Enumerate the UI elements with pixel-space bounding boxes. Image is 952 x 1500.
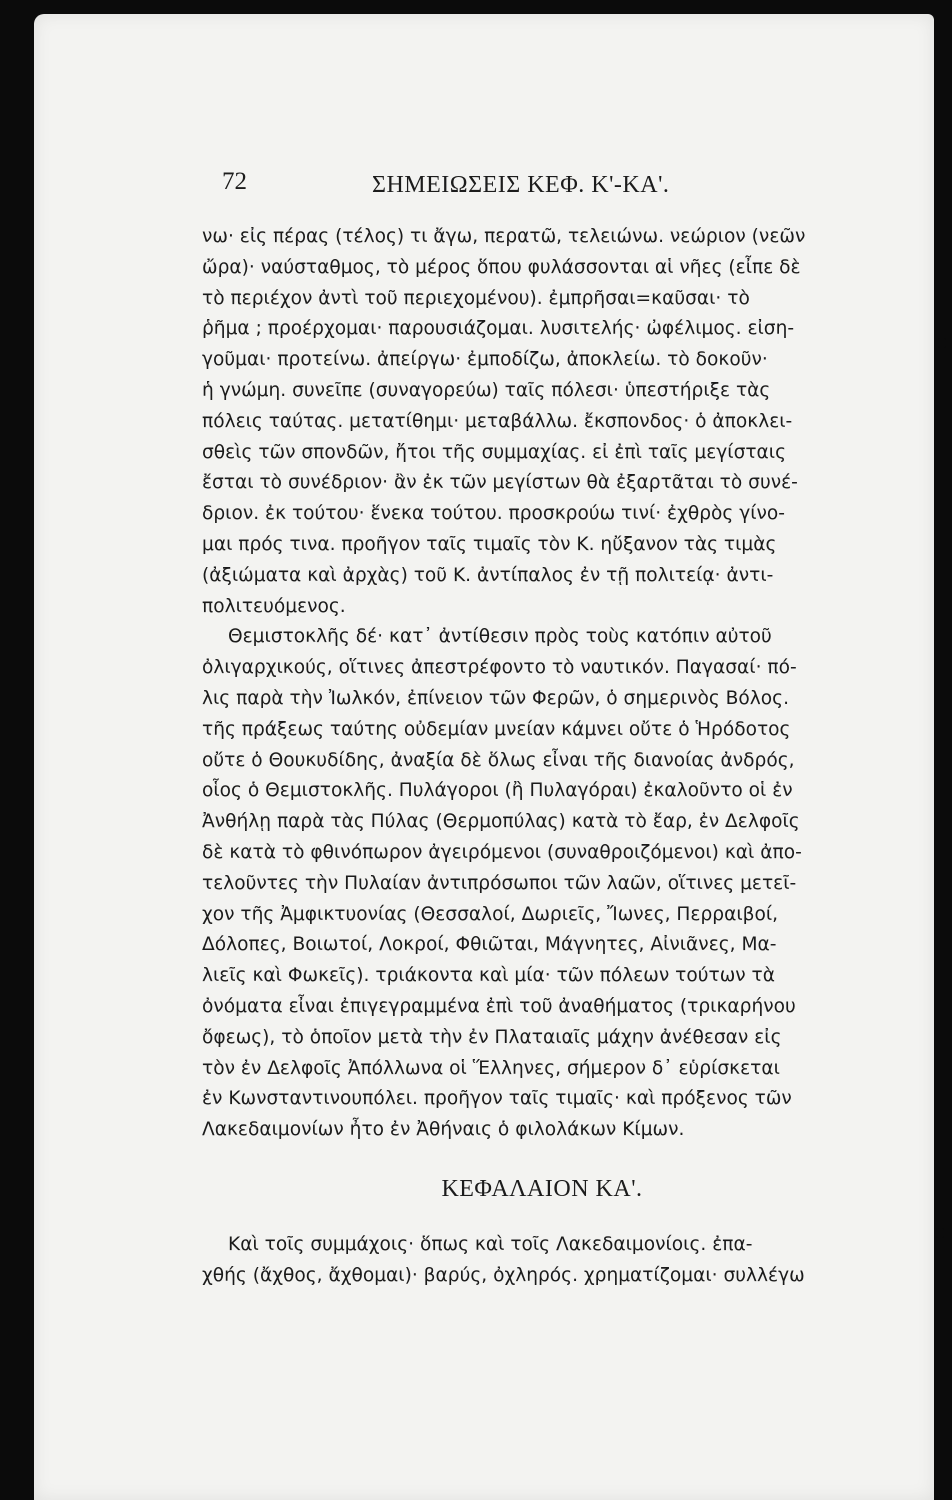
text-line: δὲ κατὰ τὸ φθινόπωρον ἀγειρόμενοι (συναθροιζόμενοι) καὶ ἀπο- xyxy=(202,841,802,863)
text-line: γοῦμαι· προτείνω. ἀπείργω· ἐμποδίζω, ἀποκλείω. τὸ δοκοῦν· xyxy=(202,349,768,371)
text-line: μαι πρός τινα. προῆγον ταῖς τιμαῖς τὸν Κ. ηὔξανον τὰς τιμὰς xyxy=(202,533,777,555)
running-title: ΣΗΜΕΙΩΣΕΙΣ ΚΕΦ. Κ'-ΚΑ'. xyxy=(372,172,670,198)
text-line: χον τῆς Ἀμφικτυονίας (Θεσσαλοί, Δωριεῖς, Ἴωνες, Περραιβοί, xyxy=(202,903,779,925)
text-line: δριον. ἐκ τούτου· ἕνεκα τούτου. προσκρούω τινί· ἐχθρὸς γίνο- xyxy=(202,503,785,525)
text-line: πολιτευόμενος. xyxy=(202,595,346,617)
text-line: Θεμιστοκλῆς δέ· κατ᾽ ἀντίθεσιν πρὸς τοὺς κατόπιν αὐτοῦ xyxy=(228,626,772,648)
text-line: τὸ περιέχον ἀντὶ τοῦ περιεχομένου). ἐμπρῆσαι=καῦσαι· τὸ xyxy=(202,287,750,309)
binding-mark-top xyxy=(938,338,946,348)
text-line: λις παρὰ τὴν Ἰωλκόν, ἐπίνειον τῶν Φερῶν, ὁ σημερινὸς Βόλος. xyxy=(202,687,790,709)
page-number: 72 xyxy=(222,168,247,195)
chapter-title: ΚΕΦΑΛΑΙΟΝ ΚΑ'. xyxy=(441,1176,643,1202)
text-line: ὀνόματα εἶναι ἐπιγεγραμμένα ἐπὶ τοῦ ἀναθήματος (τρικαρήνου xyxy=(202,995,796,1017)
text-line: Καὶ τοῖς συμμάχοις· ὅπως καὶ τοῖς Λακεδαιμονίοις. ἐπα- xyxy=(228,1234,753,1255)
text-line: οἷος ὁ Θεμιστοκλῆς. Πυλάγοροι (ἢ Πυλαγόραι) ἐκαλοῦντο οἱ ἐν xyxy=(202,780,793,802)
text-line: ἐν Κωνσταντινουπόλει. προῆγον ταῖς τιμαῖς· καὶ πρόξενος τῶν xyxy=(202,1088,792,1110)
notes-text xyxy=(202,222,882,1146)
text-line: Ἀνθήλῃ παρὰ τὰς Πύλας (Θερμοπύλας) κατὰ τὸ ἔαρ, ἐν Δελφοῖς xyxy=(202,811,800,833)
text-line: οὔτε ὁ Θουκυδίδης, ἀναξία δὲ ὅλως εἶναι τῆς διανοίας ἀνδρός, xyxy=(202,749,795,771)
text-line: χθής (ἄχθος, ἄχθομαι)· βαρύς, ὀχληρός. χρηματίζομαι· συλλέγω xyxy=(202,1264,805,1286)
text-line: ὀλιγαρχικούς, οἵτινες ἀπεστρέφοντο τὸ ναυτικόν. Παγασαί· πό- xyxy=(202,657,797,679)
chapter-text xyxy=(202,1230,882,1292)
text-line: τῆς πράξεως ταύτης οὐδεμίαν μνείαν κάμνει οὔτε ὁ Ἡρόδοτος xyxy=(202,718,791,740)
text-line: ἔσται τὸ συνέδριον· ἂν ἐκ τῶν μεγίστων θὰ ἐξαρτᾶται τὸ συνέ- xyxy=(202,472,798,494)
text-line: ὄφεως), τὸ ὁποῖον μετὰ τὴν ἐν Πλαταιαῖς μάχην ἀνέθεσαν εἰς xyxy=(202,1026,782,1048)
text-line: τὸν ἐν Δελφοῖς Ἀπόλλωνα οἱ Ἕλληνες, σήμερον δ᾽ εὑρίσκεται xyxy=(202,1057,780,1079)
text-line: ὤρα)· ναύσταθμος, τὸ μέρος ὅπου φυλάσσονται αἱ νῆες (εἶπε δὲ xyxy=(202,256,801,278)
text-line: σθεὶς τῶν σπονδῶν, ἤτοι τῆς συμμαχίας. εἰ ἐπὶ ταῖς μεγίσταις xyxy=(202,441,787,463)
text-line: (ἀξιώματα καὶ ἀρχὰς) τοῦ Κ. ἀντίπαλος ἐν τῇ πολιτείᾳ· ἀντι- xyxy=(202,564,774,586)
text-line: νω· εἰς πέρας (τέλος) τι ἄγω, περατῶ, τελειώνω. νεώριον (νεῶν xyxy=(202,226,806,247)
text-line: ῥῆμα ; προέρχομαι· παρουσιάζομαι. λυσιτελής· ὠφέλιμος. εἰση- xyxy=(202,318,795,340)
text-line: Λακεδαιμονίων ἦτο ἐν Ἀθήναις ὁ φιλολάκων Κίμων. xyxy=(202,1119,685,1141)
text-line: πόλεις ταύτας. μετατίθημι· μεταβάλλω. ἔκσπονδος· ὁ ἀποκλει- xyxy=(202,410,793,432)
text-line: ἡ γνώμη. συνεῖπε (συναγορεύω) ταῖς πόλεσι· ὑπεστήριξε τὰς xyxy=(202,379,771,401)
text-line: τελοῦντες τὴν Πυλαίαν ἀντιπρόσωποι τῶν λαῶν, οἵτινες μετεῖ- xyxy=(202,872,797,894)
text-line: Δόλοπες, Βοιωτοί, Λοκροί, Φθιῶται, Μάγνητες, Αἰνιᾶνες, Μα- xyxy=(202,934,777,956)
page-header xyxy=(222,168,742,204)
binding-mark-bottom xyxy=(936,1228,944,1238)
text-line: λιεῖς καὶ Φωκεῖς). τριάκοντα καὶ μία· τῶν πόλεων τούτων τὰ xyxy=(202,965,776,987)
